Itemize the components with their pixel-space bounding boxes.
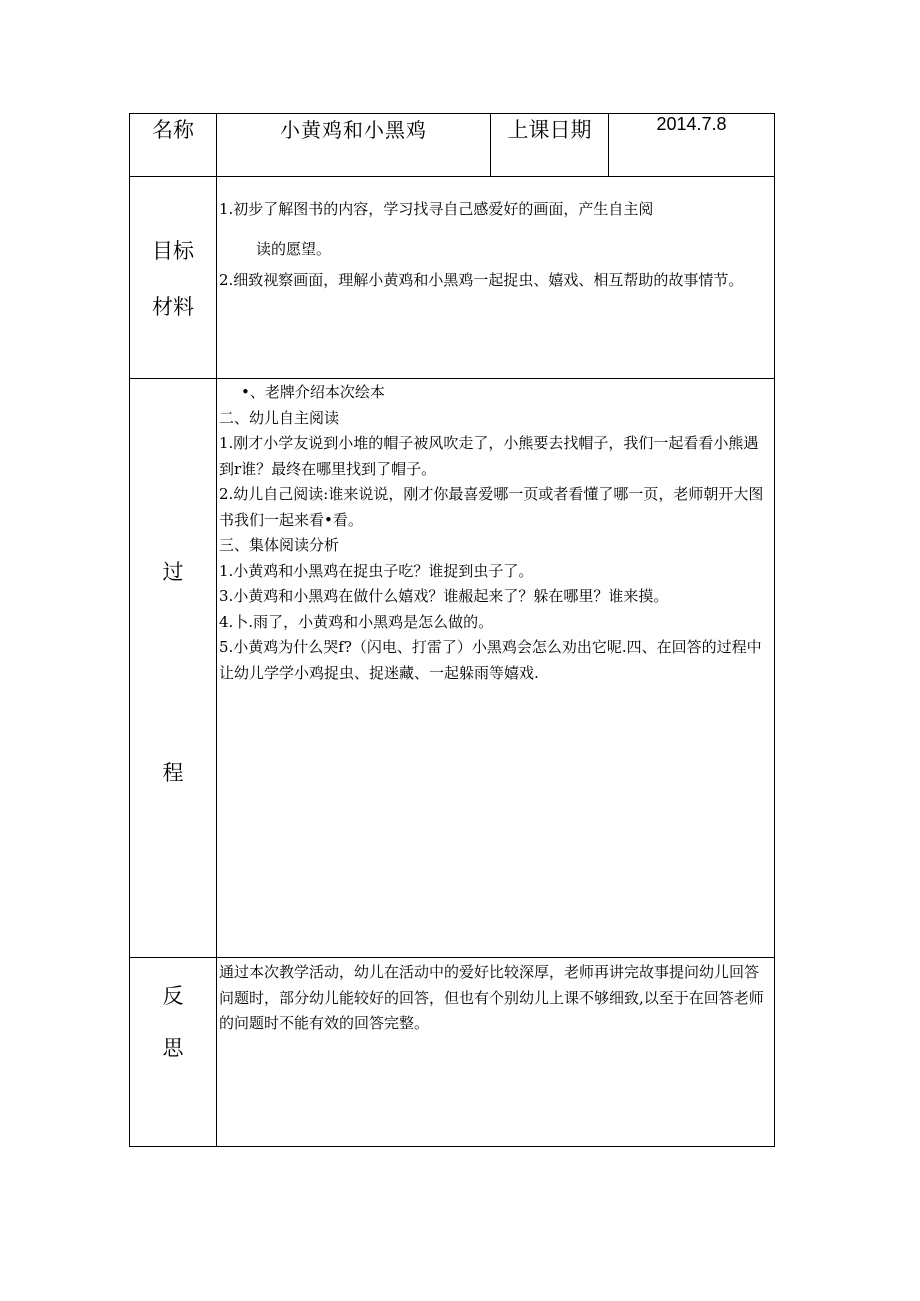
process-line: 二、幼儿自主阅读	[219, 408, 340, 427]
goals-label-cell	[130, 177, 217, 379]
process-label-cell	[130, 379, 217, 958]
process-line: 4.卜.雨了，小黄鸡和小黑鸡是怎么做的。	[219, 612, 494, 631]
goals-row	[130, 177, 775, 379]
date-label: 上课日期	[491, 114, 609, 177]
name-label: 名称	[130, 114, 217, 177]
process-label-2: 程	[162, 761, 184, 785]
process-line: 5.小黄鸡为什么哭f?（闪电、打雷了）小黑鸡会怎么劝出它呢.四、在回答的过程中让幼儿学学小鸡捉虫、捉迷藏、一起躲雨等嬉戏.	[219, 638, 762, 682]
lesson-title: 小黄鸡和小黑鸡	[217, 114, 491, 177]
lesson-date: 2014.7.8	[609, 114, 775, 177]
reflection-text: 通过本次教学活动，幼儿在活动中的爱好比较深厚，老师再讲完故事提问幼儿回答问题时，部分幼儿能较好的回答，但也有个别幼儿上课不够细致,以至于在回答老师的问题时不能有效的回答完整。	[219, 963, 764, 1032]
goals-content	[217, 177, 775, 379]
goals-label-1: 目标	[152, 239, 194, 263]
lesson-plan-table	[129, 113, 775, 1147]
header-row	[130, 114, 775, 177]
process-line: 三、集体阅读分析	[219, 536, 340, 554]
goal-line: 读的愿望。	[256, 239, 332, 258]
reflection-row	[130, 958, 775, 1147]
process-line: 1.小黄鸡和小黑鸡在捉虫子吃？谁捉到虫子了。	[219, 561, 534, 580]
reflection-label-1: 反	[162, 984, 184, 1008]
process-line: •、老牌介绍本次绘本	[241, 383, 385, 401]
goal-line: 1.初步了解图书的内容，学习找寻自己感爱好的画面，产生自主阅	[219, 200, 654, 218]
reflection-label-cell	[130, 958, 217, 1147]
process-line: 1.刚才小学友说到小堆的帽子被风吹走了，小熊要去找帽子，我们一起看看小熊遇到r谁？最终在哪里找到了帽子。	[219, 434, 759, 478]
process-content	[217, 379, 775, 958]
process-line: 2.幼儿自己阅读:谁来说说，刚才你最喜爱哪一页或者看懂了哪一页，老师朝开大图书我们一起来看•看。	[219, 485, 764, 529]
goals-label-2: 材料	[152, 295, 194, 319]
reflection-content	[217, 958, 775, 1147]
reflection-label-2: 思	[162, 1036, 184, 1060]
process-row	[130, 379, 775, 958]
process-line: 3.小黄鸡和小黑鸡在做什么嬉戏？谁赧起来了？躲在哪里？谁来摸。	[219, 587, 669, 605]
process-label-1: 过	[162, 560, 184, 584]
goal-line: 2.细致视察画面，理解小黄鸡和小黑鸡一起捉虫、嬉戏、相互帮助的故事情节。	[219, 271, 744, 289]
